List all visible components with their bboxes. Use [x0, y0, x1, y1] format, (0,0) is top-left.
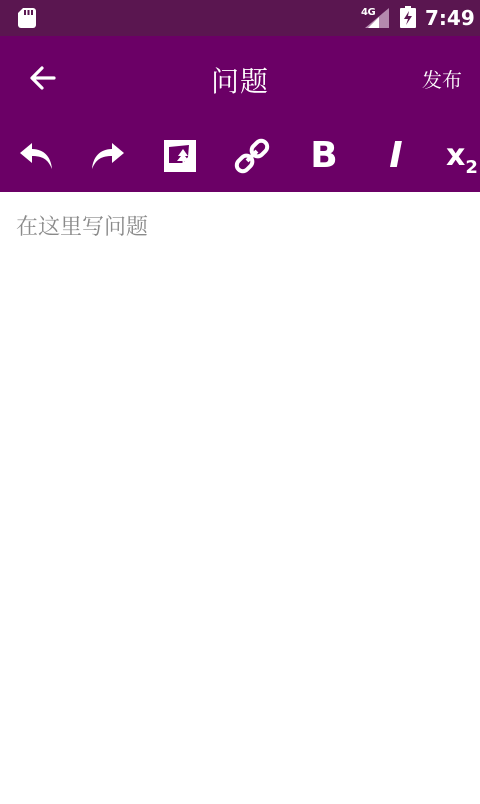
- subscript-button[interactable]: [446, 134, 480, 178]
- question-editor: [0, 192, 480, 800]
- undo-button[interactable]: [14, 134, 58, 178]
- redo-icon: [90, 141, 126, 171]
- subscript-base: x: [446, 138, 466, 173]
- back-button[interactable]: [14, 56, 70, 100]
- insert-image-icon: [163, 139, 197, 173]
- publish-button[interactable]: 发布: [422, 68, 462, 92]
- signal-icon: [365, 8, 389, 28]
- link-icon: [234, 138, 270, 174]
- subscript-index: 2: [465, 157, 478, 178]
- bold-button[interactable]: [302, 134, 346, 178]
- subscript-icon: [446, 138, 478, 178]
- italic-button[interactable]: [374, 134, 418, 178]
- network-type-label: 4G: [361, 7, 376, 18]
- back-arrow-icon: [28, 64, 56, 92]
- insert-link-button[interactable]: [230, 134, 274, 178]
- redo-button[interactable]: [86, 134, 130, 178]
- battery-icon: [400, 6, 416, 28]
- page-title: 问题: [210, 65, 269, 98]
- italic-icon: I: [389, 135, 403, 176]
- question-input[interactable]: [0, 192, 480, 800]
- status-bar: [0, 0, 480, 36]
- clock: 7:49: [425, 6, 475, 30]
- sd-card-icon: [18, 8, 36, 28]
- bold-icon: B: [310, 135, 338, 176]
- app-bar: [0, 36, 480, 120]
- insert-image-button[interactable]: [158, 134, 202, 178]
- formatting-toolbar: [0, 120, 480, 192]
- undo-icon: [18, 141, 54, 171]
